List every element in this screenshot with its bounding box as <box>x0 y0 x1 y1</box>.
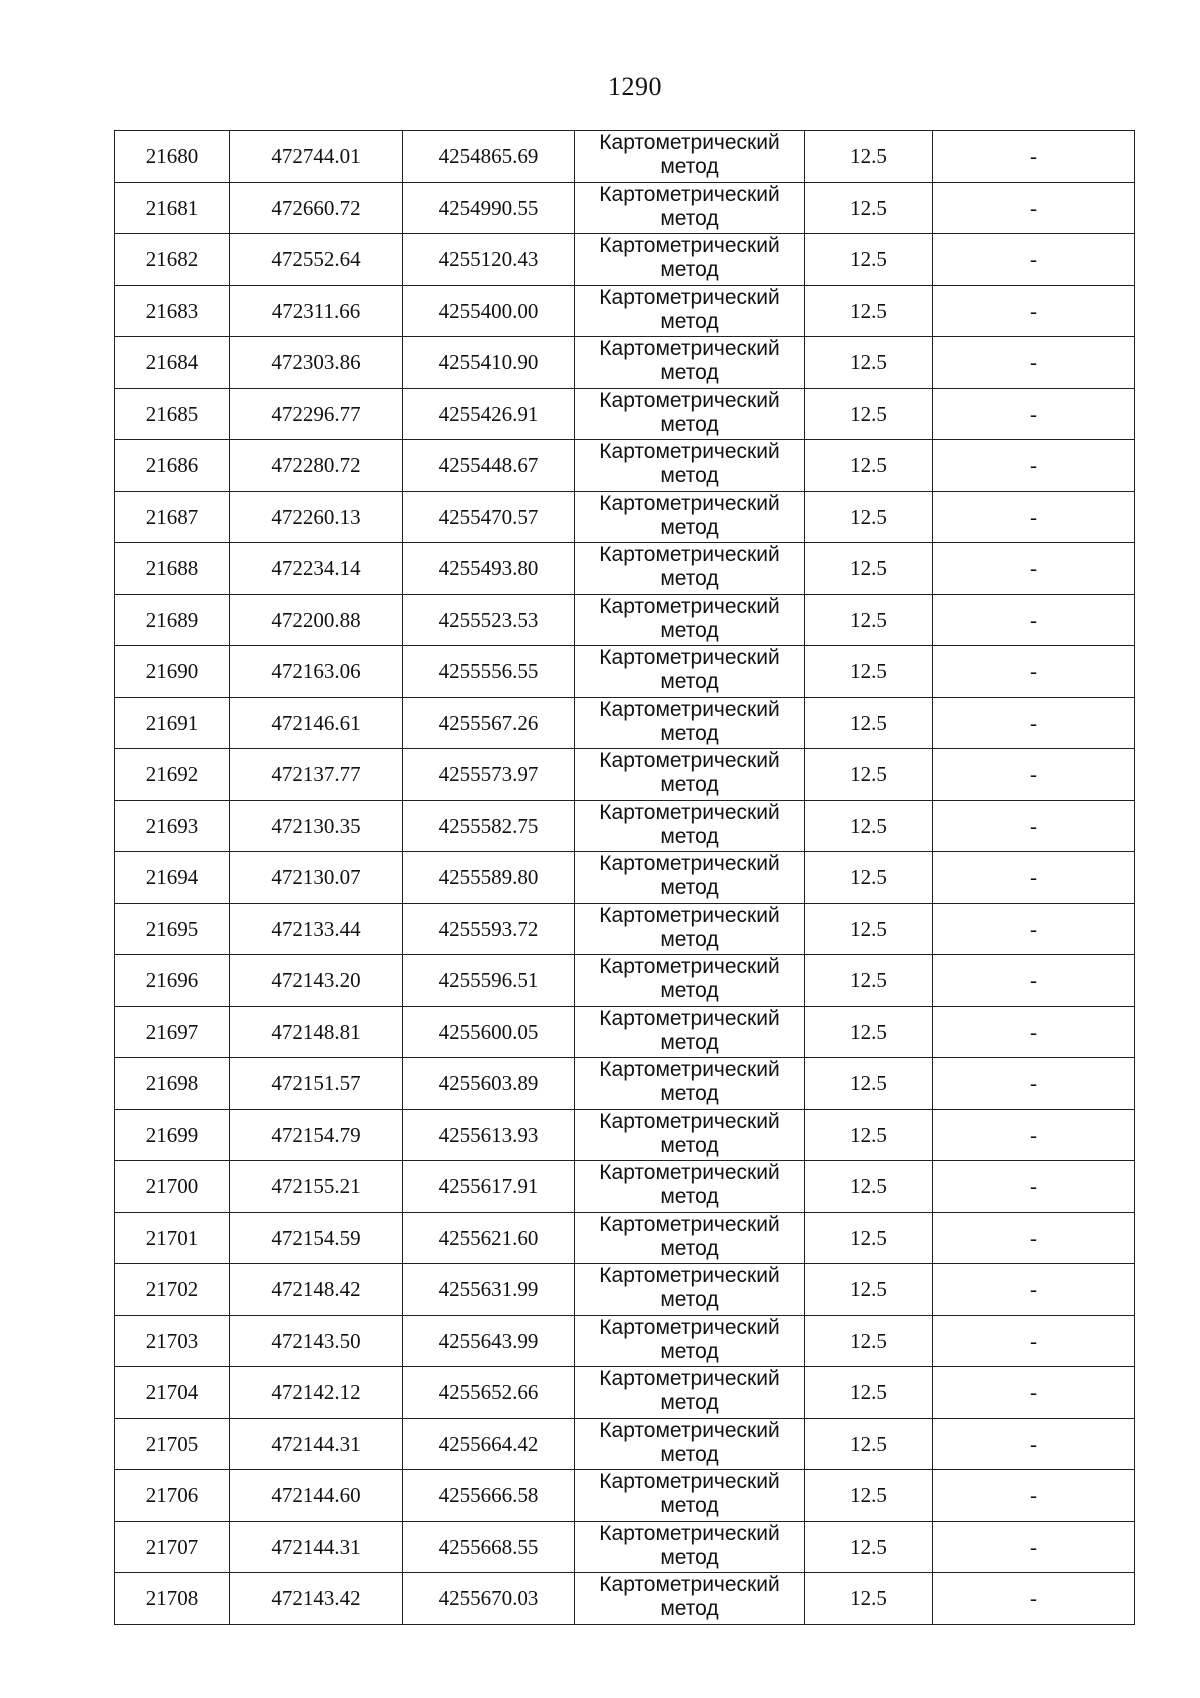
accuracy-cell: 12.5 <box>805 440 933 492</box>
method-cell <box>575 903 805 955</box>
method-line-1: Картометрический <box>599 440 780 464</box>
note-cell: - <box>933 1470 1135 1522</box>
y-coordinate-cell: 4255556.55 <box>403 646 575 698</box>
x-coordinate-cell: 472744.01 <box>230 131 403 183</box>
method-line-1: Картометрический <box>599 1006 780 1030</box>
point-number-cell: 21681 <box>115 182 230 234</box>
accuracy-cell: 12.5 <box>805 800 933 852</box>
method-line-2: метод <box>660 1133 719 1157</box>
method-line-2: метод <box>660 1442 719 1466</box>
method-line-2: метод <box>660 1339 719 1363</box>
x-coordinate-cell: 472143.42 <box>230 1573 403 1625</box>
accuracy-cell: 12.5 <box>805 1470 933 1522</box>
y-coordinate-cell: 4255613.93 <box>403 1109 575 1161</box>
table-row <box>115 594 1135 646</box>
y-coordinate-cell: 4255593.72 <box>403 903 575 955</box>
accuracy-cell: 12.5 <box>805 1212 933 1264</box>
method-cell <box>575 234 805 286</box>
method-line-2: метод <box>660 1391 719 1415</box>
method-cell <box>575 285 805 337</box>
method-line-1: Картометрический <box>599 491 780 515</box>
x-coordinate-cell: 472130.07 <box>230 852 403 904</box>
accuracy-cell: 12.5 <box>805 388 933 440</box>
method-line-2: метод <box>660 412 719 436</box>
method-cell <box>575 1315 805 1367</box>
method-line-1: Картометрический <box>599 1367 780 1391</box>
note-cell: - <box>933 543 1135 595</box>
table-row <box>115 285 1135 337</box>
method-line-2: метод <box>660 1597 719 1621</box>
accuracy-cell: 12.5 <box>805 1264 933 1316</box>
y-coordinate-cell: 4255470.57 <box>403 491 575 543</box>
y-coordinate-cell: 4255573.97 <box>403 749 575 801</box>
point-number-cell: 21696 <box>115 955 230 1007</box>
note-cell: - <box>933 852 1135 904</box>
x-coordinate-cell: 472280.72 <box>230 440 403 492</box>
method-line-1: Картометрический <box>599 646 780 670</box>
method-cell <box>575 1006 805 1058</box>
y-coordinate-cell: 4255666.58 <box>403 1470 575 1522</box>
method-line-1: Картометрический <box>599 285 780 309</box>
note-cell: - <box>933 594 1135 646</box>
method-cell <box>575 491 805 543</box>
method-cell <box>575 1470 805 1522</box>
x-coordinate-cell: 472143.20 <box>230 955 403 1007</box>
point-number-cell: 21706 <box>115 1470 230 1522</box>
y-coordinate-cell: 4255600.05 <box>403 1006 575 1058</box>
table-row <box>115 1264 1135 1316</box>
point-number-cell: 21687 <box>115 491 230 543</box>
method-cell <box>575 955 805 1007</box>
point-number-cell: 21704 <box>115 1367 230 1419</box>
method-line-1: Картометрический <box>599 1264 780 1288</box>
y-coordinate-cell: 4255448.67 <box>403 440 575 492</box>
y-coordinate-cell: 4255643.99 <box>403 1315 575 1367</box>
note-cell: - <box>933 234 1135 286</box>
method-cell <box>575 852 805 904</box>
point-number-cell: 21702 <box>115 1264 230 1316</box>
note-cell: - <box>933 903 1135 955</box>
method-line-2: метод <box>660 258 719 282</box>
table-row <box>115 1470 1135 1522</box>
method-line-1: Картометрический <box>599 1161 780 1185</box>
accuracy-cell: 12.5 <box>805 1058 933 1110</box>
method-line-2: метод <box>660 1030 719 1054</box>
note-cell: - <box>933 1573 1135 1625</box>
table-row <box>115 440 1135 492</box>
note-cell: - <box>933 1367 1135 1419</box>
point-number-cell: 21694 <box>115 852 230 904</box>
point-number-cell: 21691 <box>115 697 230 749</box>
table-row <box>115 1315 1135 1367</box>
method-line-1: Картометрический <box>599 594 780 618</box>
table-row <box>115 646 1135 698</box>
y-coordinate-cell: 4255493.80 <box>403 543 575 595</box>
note-cell: - <box>933 388 1135 440</box>
accuracy-cell: 12.5 <box>805 337 933 389</box>
coordinates-table <box>114 130 1135 1625</box>
x-coordinate-cell: 472137.77 <box>230 749 403 801</box>
accuracy-cell: 12.5 <box>805 749 933 801</box>
method-line-1: Картометрический <box>599 1573 780 1597</box>
point-number-cell: 21685 <box>115 388 230 440</box>
table-row <box>115 1367 1135 1419</box>
x-coordinate-cell: 472146.61 <box>230 697 403 749</box>
note-cell: - <box>933 955 1135 1007</box>
method-line-2: метод <box>660 1185 719 1209</box>
table-row <box>115 337 1135 389</box>
note-cell: - <box>933 182 1135 234</box>
method-line-2: метод <box>660 876 719 900</box>
method-line-1: Картометрический <box>599 1212 780 1236</box>
table-row <box>115 491 1135 543</box>
point-number-cell: 21705 <box>115 1418 230 1470</box>
note-cell: - <box>933 1418 1135 1470</box>
method-cell <box>575 697 805 749</box>
note-cell: - <box>933 337 1135 389</box>
accuracy-cell: 12.5 <box>805 491 933 543</box>
method-cell <box>575 543 805 595</box>
x-coordinate-cell: 472296.77 <box>230 388 403 440</box>
method-line-1: Картометрический <box>599 1470 780 1494</box>
y-coordinate-cell: 4255631.99 <box>403 1264 575 1316</box>
method-line-2: метод <box>660 155 719 179</box>
x-coordinate-cell: 472143.50 <box>230 1315 403 1367</box>
method-line-1: Картометрический <box>599 1315 780 1339</box>
method-cell <box>575 1161 805 1213</box>
table-row <box>115 955 1135 1007</box>
point-number-cell: 21683 <box>115 285 230 337</box>
y-coordinate-cell: 4255523.53 <box>403 594 575 646</box>
y-coordinate-cell: 4255410.90 <box>403 337 575 389</box>
method-line-2: метод <box>660 1082 719 1106</box>
accuracy-cell: 12.5 <box>805 1367 933 1419</box>
note-cell: - <box>933 440 1135 492</box>
method-line-1: Картометрический <box>599 697 780 721</box>
point-number-cell: 21688 <box>115 543 230 595</box>
method-cell <box>575 594 805 646</box>
accuracy-cell: 12.5 <box>805 234 933 286</box>
note-cell: - <box>933 749 1135 801</box>
table-row <box>115 800 1135 852</box>
point-number-cell: 21695 <box>115 903 230 955</box>
table-row <box>115 1212 1135 1264</box>
x-coordinate-cell: 472234.14 <box>230 543 403 595</box>
y-coordinate-cell: 4255617.91 <box>403 1161 575 1213</box>
accuracy-cell: 12.5 <box>805 955 933 1007</box>
point-number-cell: 21700 <box>115 1161 230 1213</box>
method-line-1: Картометрический <box>599 1521 780 1545</box>
table-row <box>115 1161 1135 1213</box>
x-coordinate-cell: 472311.66 <box>230 285 403 337</box>
y-coordinate-cell: 4255652.66 <box>403 1367 575 1419</box>
y-coordinate-cell: 4255670.03 <box>403 1573 575 1625</box>
method-line-2: метод <box>660 1288 719 1312</box>
x-coordinate-cell: 472130.35 <box>230 800 403 852</box>
note-cell: - <box>933 1109 1135 1161</box>
note-cell: - <box>933 697 1135 749</box>
accuracy-cell: 12.5 <box>805 182 933 234</box>
method-cell <box>575 1573 805 1625</box>
method-cell <box>575 646 805 698</box>
x-coordinate-cell: 472200.88 <box>230 594 403 646</box>
method-cell <box>575 749 805 801</box>
accuracy-cell: 12.5 <box>805 1315 933 1367</box>
method-line-1: Картометрический <box>599 543 780 567</box>
table-row <box>115 1521 1135 1573</box>
note-cell: - <box>933 1315 1135 1367</box>
method-line-2: метод <box>660 670 719 694</box>
x-coordinate-cell: 472144.60 <box>230 1470 403 1522</box>
table-row <box>115 1418 1135 1470</box>
table-row <box>115 697 1135 749</box>
y-coordinate-cell: 4255596.51 <box>403 955 575 1007</box>
table-row <box>115 388 1135 440</box>
y-coordinate-cell: 4255664.42 <box>403 1418 575 1470</box>
x-coordinate-cell: 472154.59 <box>230 1212 403 1264</box>
accuracy-cell: 12.5 <box>805 903 933 955</box>
method-line-2: метод <box>660 567 719 591</box>
method-line-1: Картометрический <box>599 852 780 876</box>
accuracy-cell: 12.5 <box>805 1161 933 1213</box>
y-coordinate-cell: 4255668.55 <box>403 1521 575 1573</box>
method-cell <box>575 182 805 234</box>
point-number-cell: 21680 <box>115 131 230 183</box>
x-coordinate-cell: 472660.72 <box>230 182 403 234</box>
method-cell <box>575 1264 805 1316</box>
y-coordinate-cell: 4255582.75 <box>403 800 575 852</box>
accuracy-cell: 12.5 <box>805 1006 933 1058</box>
method-line-2: метод <box>660 1545 719 1569</box>
method-line-1: Картометрический <box>599 749 780 773</box>
point-number-cell: 21692 <box>115 749 230 801</box>
accuracy-cell: 12.5 <box>805 852 933 904</box>
accuracy-cell: 12.5 <box>805 1418 933 1470</box>
point-number-cell: 21698 <box>115 1058 230 1110</box>
table-row <box>115 749 1135 801</box>
x-coordinate-cell: 472163.06 <box>230 646 403 698</box>
table-row <box>115 1058 1135 1110</box>
accuracy-cell: 12.5 <box>805 1573 933 1625</box>
point-number-cell: 21697 <box>115 1006 230 1058</box>
table-row <box>115 1006 1135 1058</box>
method-line-1: Картометрический <box>599 234 780 258</box>
method-cell <box>575 1367 805 1419</box>
method-line-1: Картометрический <box>599 337 780 361</box>
x-coordinate-cell: 472154.79 <box>230 1109 403 1161</box>
method-cell <box>575 1212 805 1264</box>
method-line-1: Картометрический <box>599 903 780 927</box>
method-line-1: Картометрический <box>599 388 780 412</box>
point-number-cell: 21684 <box>115 337 230 389</box>
y-coordinate-cell: 4255589.80 <box>403 852 575 904</box>
method-line-2: метод <box>660 618 719 642</box>
table-row <box>115 234 1135 286</box>
method-line-2: метод <box>660 721 719 745</box>
note-cell: - <box>933 285 1135 337</box>
note-cell: - <box>933 131 1135 183</box>
x-coordinate-cell: 472144.31 <box>230 1521 403 1573</box>
method-line-1: Картометрический <box>599 1109 780 1133</box>
table-row <box>115 1109 1135 1161</box>
table-body <box>115 131 1135 1625</box>
accuracy-cell: 12.5 <box>805 646 933 698</box>
x-coordinate-cell: 472260.13 <box>230 491 403 543</box>
table-row <box>115 903 1135 955</box>
method-line-2: метод <box>660 979 719 1003</box>
method-line-1: Картометрический <box>599 182 780 206</box>
method-line-2: метод <box>660 824 719 848</box>
y-coordinate-cell: 4255120.43 <box>403 234 575 286</box>
method-cell <box>575 388 805 440</box>
point-number-cell: 21708 <box>115 1573 230 1625</box>
method-line-2: метод <box>660 309 719 333</box>
accuracy-cell: 12.5 <box>805 697 933 749</box>
table-row <box>115 852 1135 904</box>
method-line-2: метод <box>660 1494 719 1518</box>
y-coordinate-cell: 4254990.55 <box>403 182 575 234</box>
x-coordinate-cell: 472144.31 <box>230 1418 403 1470</box>
x-coordinate-cell: 472148.81 <box>230 1006 403 1058</box>
table-row <box>115 182 1135 234</box>
method-line-2: метод <box>660 464 719 488</box>
method-cell <box>575 131 805 183</box>
x-coordinate-cell: 472148.42 <box>230 1264 403 1316</box>
method-cell <box>575 1418 805 1470</box>
note-cell: - <box>933 800 1135 852</box>
note-cell: - <box>933 646 1135 698</box>
note-cell: - <box>933 1161 1135 1213</box>
note-cell: - <box>933 1058 1135 1110</box>
accuracy-cell: 12.5 <box>805 1109 933 1161</box>
page-number: 1290 <box>608 72 662 101</box>
table-row <box>115 131 1135 183</box>
y-coordinate-cell: 4255567.26 <box>403 697 575 749</box>
method-cell <box>575 800 805 852</box>
x-coordinate-cell: 472142.12 <box>230 1367 403 1419</box>
method-line-1: Картометрический <box>599 131 780 155</box>
method-line-2: метод <box>660 361 719 385</box>
accuracy-cell: 12.5 <box>805 285 933 337</box>
point-number-cell: 21686 <box>115 440 230 492</box>
note-cell: - <box>933 1264 1135 1316</box>
y-coordinate-cell: 4255400.00 <box>403 285 575 337</box>
method-line-1: Картометрический <box>599 800 780 824</box>
point-number-cell: 21690 <box>115 646 230 698</box>
method-line-1: Картометрический <box>599 955 780 979</box>
accuracy-cell: 12.5 <box>805 594 933 646</box>
point-number-cell: 21701 <box>115 1212 230 1264</box>
method-line-2: метод <box>660 927 719 951</box>
x-coordinate-cell: 472151.57 <box>230 1058 403 1110</box>
table-row <box>115 1573 1135 1625</box>
point-number-cell: 21703 <box>115 1315 230 1367</box>
method-line-2: метод <box>660 206 719 230</box>
method-line-2: метод <box>660 1236 719 1260</box>
y-coordinate-cell: 4255621.60 <box>403 1212 575 1264</box>
table-row <box>115 543 1135 595</box>
method-cell <box>575 1521 805 1573</box>
method-line-1: Картометрический <box>599 1418 780 1442</box>
x-coordinate-cell: 472552.64 <box>230 234 403 286</box>
x-coordinate-cell: 472303.86 <box>230 337 403 389</box>
accuracy-cell: 12.5 <box>805 1521 933 1573</box>
method-line-2: метод <box>660 773 719 797</box>
point-number-cell: 21699 <box>115 1109 230 1161</box>
point-number-cell: 21693 <box>115 800 230 852</box>
accuracy-cell: 12.5 <box>805 543 933 595</box>
x-coordinate-cell: 472133.44 <box>230 903 403 955</box>
method-cell <box>575 1058 805 1110</box>
method-cell <box>575 1109 805 1161</box>
y-coordinate-cell: 4254865.69 <box>403 131 575 183</box>
note-cell: - <box>933 1212 1135 1264</box>
y-coordinate-cell: 4255603.89 <box>403 1058 575 1110</box>
method-cell <box>575 337 805 389</box>
point-number-cell: 21707 <box>115 1521 230 1573</box>
accuracy-cell: 12.5 <box>805 131 933 183</box>
note-cell: - <box>933 1006 1135 1058</box>
method-line-1: Картометрический <box>599 1058 780 1082</box>
point-number-cell: 21689 <box>115 594 230 646</box>
point-number-cell: 21682 <box>115 234 230 286</box>
note-cell: - <box>933 1521 1135 1573</box>
y-coordinate-cell: 4255426.91 <box>403 388 575 440</box>
method-cell <box>575 440 805 492</box>
x-coordinate-cell: 472155.21 <box>230 1161 403 1213</box>
note-cell: - <box>933 491 1135 543</box>
method-line-2: метод <box>660 515 719 539</box>
